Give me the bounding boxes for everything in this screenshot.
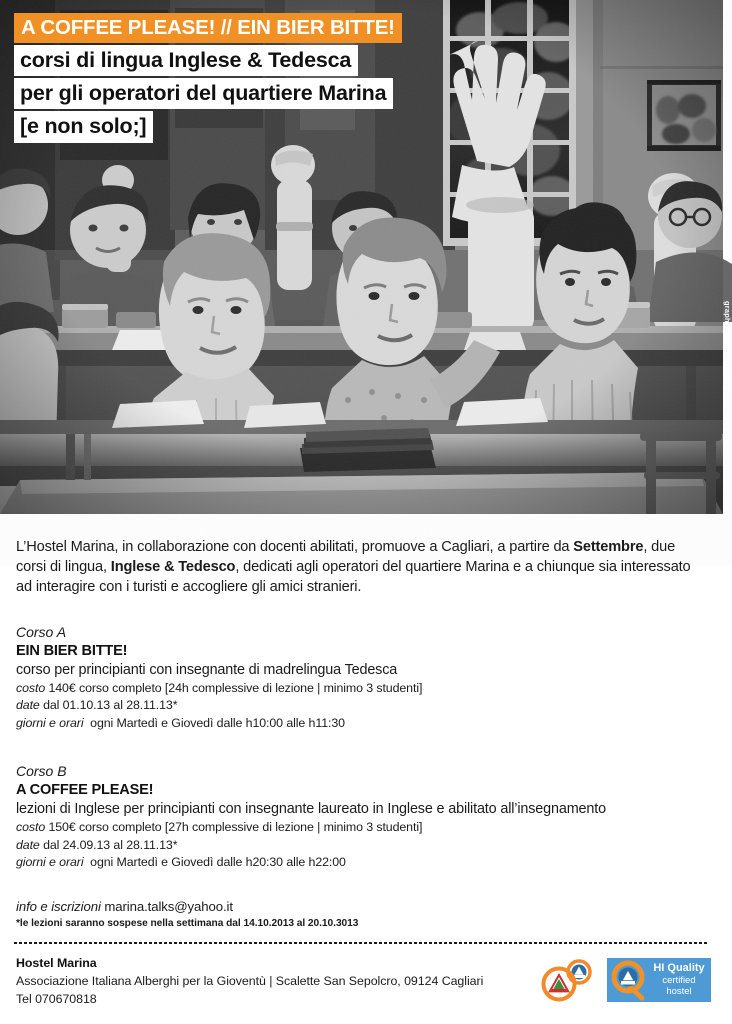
intro-bold-settembre: Settembre <box>573 539 644 555</box>
course-b-description: lezioni di Inglese per principianti con insegnante laureato in Inglese e abilitato all’insegnamento <box>16 801 606 818</box>
aig-logo <box>537 958 599 1002</box>
course-b-cost-value: 150€ corso completo [27h complessive di lezione | minimo 3 studenti] <box>48 820 423 835</box>
footer-address-line: Associazione Italiana Alberghi per la Gioventù | Scalette San Sepolcro, 09124 Cagliari <box>16 973 484 988</box>
course-a-label: Corso A <box>16 623 67 640</box>
course-block-a <box>16 623 707 732</box>
course-a-schedule-row <box>16 715 707 732</box>
course-a-cost-row <box>16 680 707 697</box>
course-a-cost-value: 140€ corso completo [24h complessive di lezione | minimo 3 studenti] <box>48 681 423 696</box>
course-b-cost-key: costo <box>16 820 46 835</box>
course-a-cost-key: costo <box>16 681 46 696</box>
course-a-title: EIN BIER BITTE! <box>16 642 128 659</box>
photo-credit: graphics www.su-boat.it <box>723 301 732 392</box>
hi-badge-text <box>649 962 709 997</box>
headline-line-4: [e non solo;] <box>14 111 153 142</box>
intro-part-2: , due corsi di lingua, <box>16 539 676 575</box>
course-b-label: Corso B <box>16 763 67 780</box>
footer-org-name: Hostel Marina <box>16 956 97 970</box>
course-b-schedule-value: ogni Martedì e Giovedì dalle h20:30 alle h22:00 <box>90 855 346 870</box>
headline-block <box>14 13 714 145</box>
info-key: info e iscrizioni <box>16 899 101 914</box>
course-b-dates-value: dal 24.09.13 al 28.11.13* <box>43 837 178 852</box>
headline-orange-band: A COFFEE PLEASE! // EIN BIER BITTE! <box>14 13 402 43</box>
headline-line-2: corsi di lingua Inglese & Tedesca <box>14 45 358 76</box>
intro-part-1: L’Hostel Marina, in collaborazione con docenti abilitati, promuove a Cagliari, a partire da <box>16 539 574 555</box>
info-block <box>16 899 358 931</box>
course-block-b <box>16 762 707 871</box>
content-area <box>0 514 723 871</box>
course-a-dates-value: dal 01.10.13 al 28.11.13* <box>43 698 178 713</box>
course-a-dates-key: date <box>16 698 40 713</box>
hi-q-mark <box>610 960 650 1000</box>
course-b-dates-row <box>16 837 707 854</box>
logo-strip <box>537 958 711 1002</box>
course-a-schedule-key: giorni e orari <box>16 715 84 730</box>
hi-badge-line-1: HI Quality <box>653 962 705 974</box>
info-footnote: *le lezioni saranno sospese nella settimana dal 14.10.2013 al 20.10.3013 <box>16 917 359 929</box>
intro-bold-languages: Inglese & Tedesco <box>110 558 236 575</box>
course-b-schedule-key: giorni e orari <box>16 855 84 870</box>
dashed-divider <box>14 942 709 944</box>
course-a-dates-row <box>16 697 707 714</box>
course-b-cost-row <box>16 819 707 836</box>
footer-phone-line: Tel 070670818 <box>16 991 97 1006</box>
footer-block <box>16 955 536 1009</box>
course-b-schedule-row <box>16 854 707 871</box>
info-contact-line <box>16 899 358 916</box>
info-email[interactable]: marina.talks@yahoo.it <box>104 899 233 914</box>
intro-paragraph <box>16 538 707 598</box>
course-b-dates-key: date <box>16 837 40 852</box>
intro-part-3: , dedicati agli operatori del quartiere Marina e a chiunque sia interessato ad interagire con i turisti e accogliere gli amici stranieri. <box>16 558 691 595</box>
headline-line-3: per gli operatori del quartiere Marina <box>14 78 393 109</box>
course-a-description: corso per principianti con insegnante di madrelingua Tedesca <box>16 661 398 678</box>
hi-quality-badge <box>607 958 711 1002</box>
hi-badge-line-3: hostel <box>666 986 692 998</box>
hi-badge-line-2: certified <box>662 974 696 986</box>
course-b-title: A COFFEE PLEASE! <box>16 781 154 798</box>
course-a-schedule-value: ogni Martedì e Giovedì dalle h10:00 alle h11:30 <box>90 715 345 730</box>
